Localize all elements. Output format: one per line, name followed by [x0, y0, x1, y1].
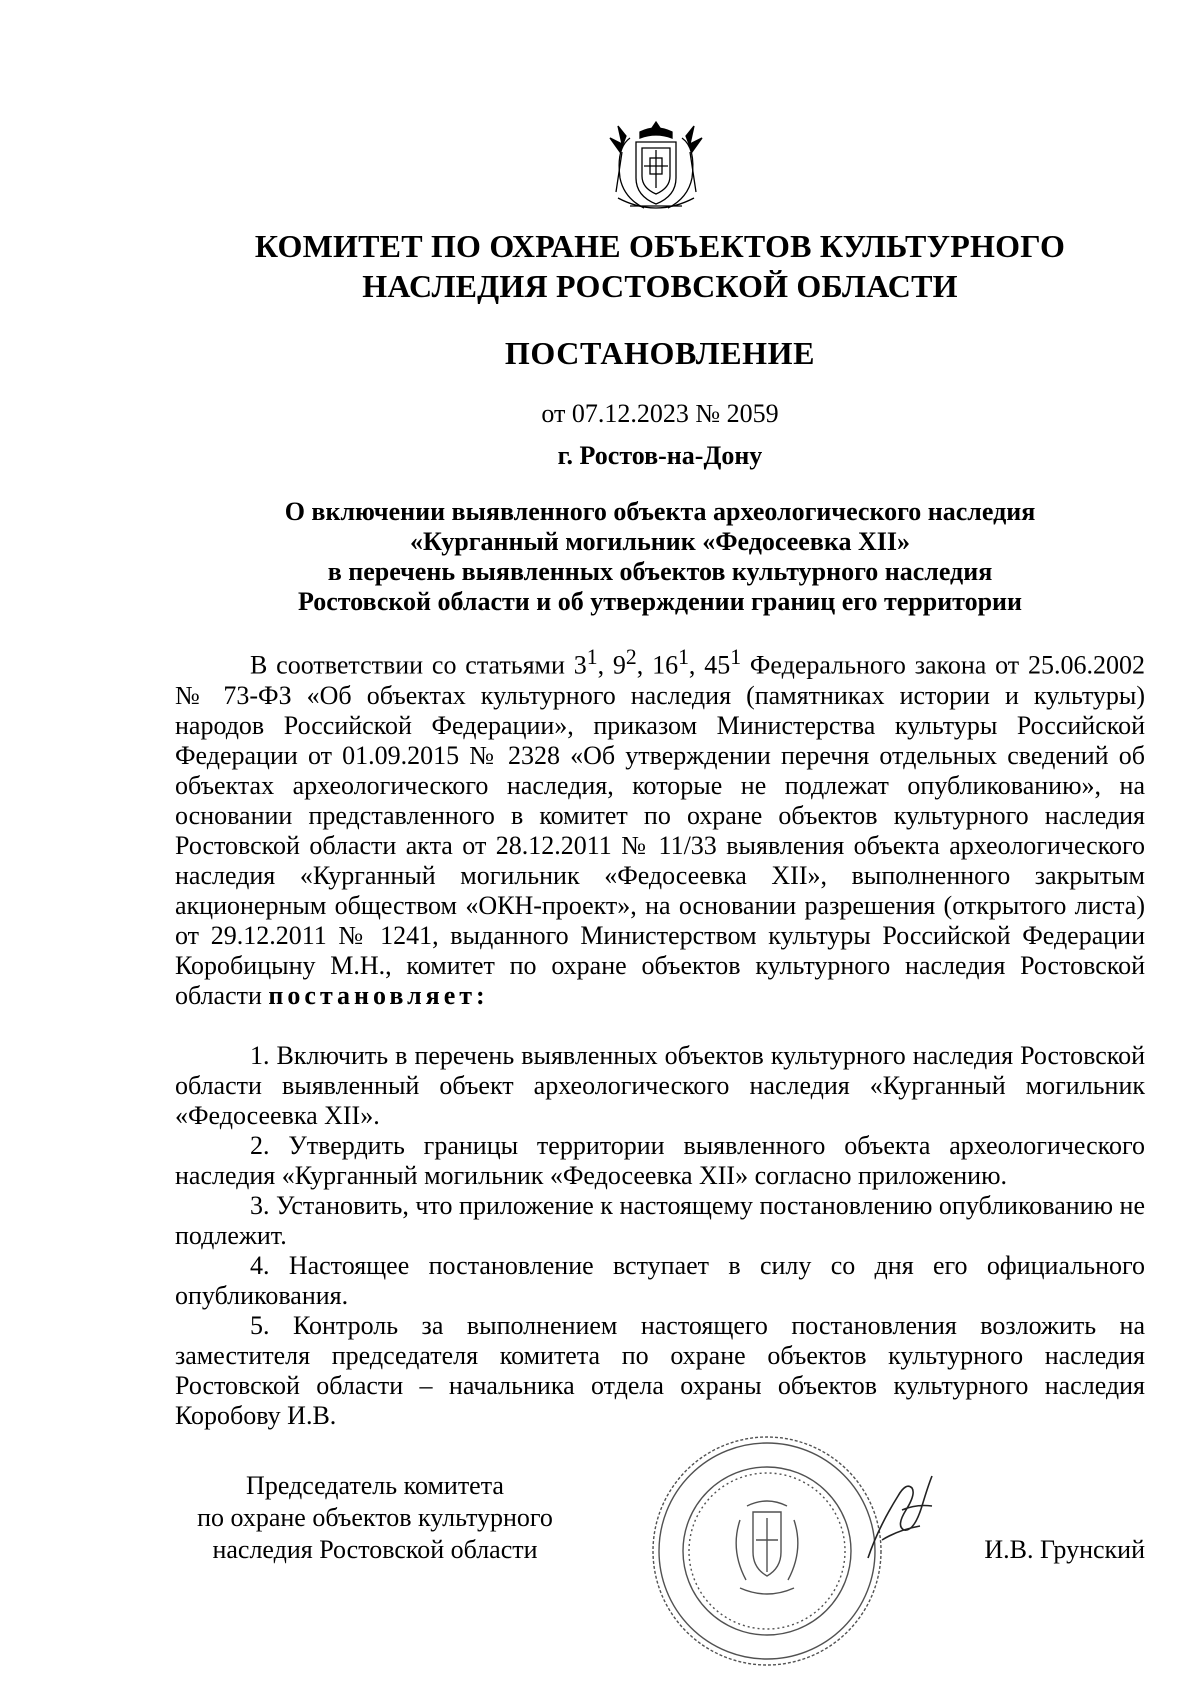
document-city: г. Ростов-на-Дону [557, 441, 763, 470]
decree-item-3: 3. Установить, что приложение к настоящему постановлению опубликованию не подлежит. [175, 1190, 1145, 1250]
document-date-number: от 07.12.2023 № 2059 [541, 399, 779, 428]
organization-line-2: НАСЛЕДИЯ РОСТОВСКОЙ ОБЛАСТИ [362, 268, 958, 304]
signer-position [150, 1470, 600, 1566]
preamble-text-1: В соответствии со статьями 3 [250, 650, 587, 680]
coat-of-arms-emblem [600, 118, 712, 216]
handwritten-signature [862, 1470, 940, 1566]
preamble-text-4: , 45 [688, 650, 731, 680]
preamble-sup-3: 1 [678, 645, 689, 669]
signer-position-line-3: наследия Ростовской области [212, 1535, 538, 1564]
organization-title [175, 226, 1145, 306]
preamble-text-5: Федерального закона от 25.06.2002 № 73-ФЗ «Об объектах культурного наследия (памятниках истории и культуры) народов Российской Федерации», приказом Министерства культуры Российской Федерации от 01.09.2015 № 2328 «Об утверждении перечня отдельных сведений об объектах археологического наследия, которые не подлежат опубликованию», на основании представленного в комитет по охране объектов культурного наследия Ростовской области акта от 28.12.2011 № 11/33 выявления объекта археологического наследия «Курганный могильник «Федосеевка XII», выполненного закрытым акционерным обществом «ОКН-проект», на основании разрешения (открытого листа) от 29.12.2011 № 1241, выданного Министерством культуры Российской Федерации Коробицыну М.Н., комитет по охране объектов культурного наследия Ростовской области [175, 650, 1145, 1010]
subject-line-4: Ростовской области и об утверждении границ его территории [297, 587, 1023, 616]
preamble-text-2: , 9 [597, 650, 626, 680]
document-subject [175, 497, 1145, 617]
decree-item-4: 4. Настоящее постановление вступает в силу со дня его официального опубликования. [175, 1250, 1145, 1310]
preamble-sup-4: 1 [730, 645, 742, 669]
decree-word: постановляет: [268, 980, 489, 1010]
subject-line-2: «Курганный могильник «Федосеевка XII» [410, 527, 910, 556]
preamble-paragraph [175, 642, 1145, 1011]
preamble-sup-1: 1 [586, 645, 598, 669]
signer-position-line-1: Председатель комитета [246, 1471, 504, 1500]
official-seal-stamp [648, 1432, 886, 1670]
document-type: ПОСТАНОВЛЕНИЕ [504, 335, 816, 371]
signer-position-line-2: по охране объектов культурного [197, 1503, 553, 1532]
decree-item-2: 2. Утвердить границы территории выявленного объекта археологического наследия «Курганный могильник «Федосеевка XII» согласно приложению. [175, 1130, 1145, 1190]
preamble-sup-2: 2 [625, 645, 637, 669]
subject-line-1: О включении выявленного объекта археологического наследия [284, 497, 1036, 526]
document-body [175, 642, 1145, 1431]
decree-items [175, 1041, 1145, 1431]
decree-item-1: 1. Включить в перечень выявленных объектов культурного наследия Ростовской области выявленный объект археологического наследия «Курганный могильник «Федосеевка XII». [175, 1040, 1145, 1130]
signer-name: И.В. Грунский [984, 1535, 1145, 1564]
organization-line-1: КОМИТЕТ ПО ОХРАНЕ ОБЪЕКТОВ КУЛЬТУРНОГО [254, 228, 1066, 264]
decree-item-5: 5. Контроль за выполнением настоящего постановления возложить на заместителя председателя комитета по охране объектов культурного наследия Ростовской области – начальника отдела охраны объектов культурного наследия Коробову И.В. [175, 1310, 1145, 1430]
subject-line-3: в перечень выявленных объектов культурного наследия [327, 557, 993, 586]
preamble-text-3: , 16 [636, 650, 679, 680]
